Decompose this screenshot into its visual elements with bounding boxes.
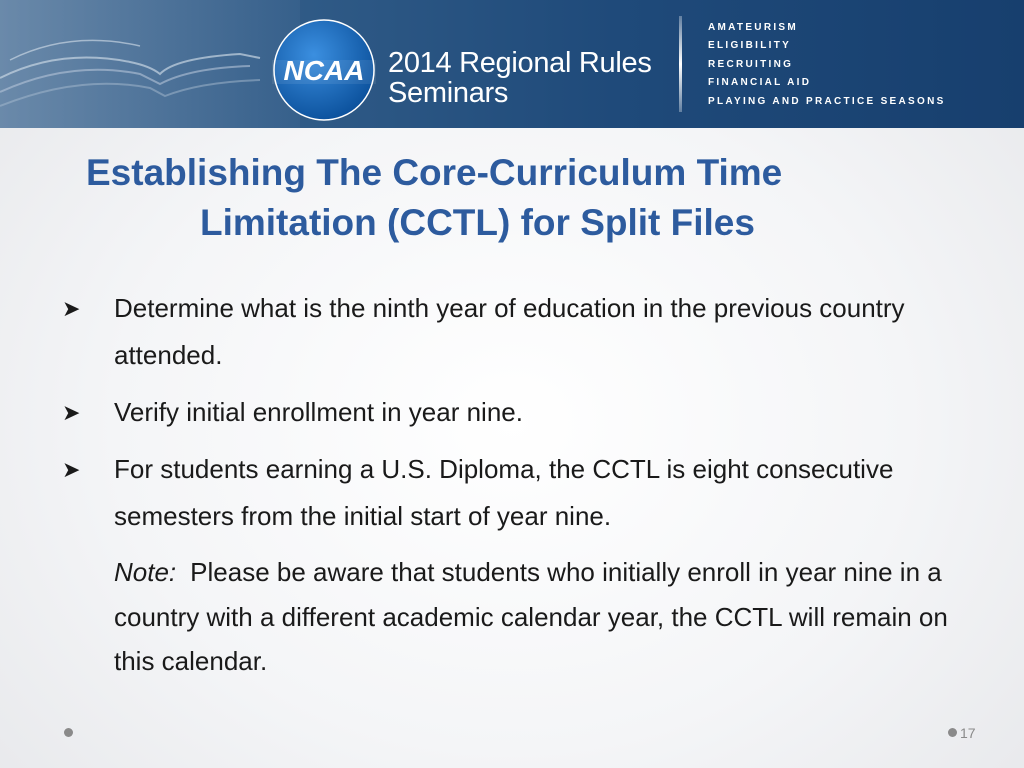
- slide-title-line2: Limitation (CCTL) for Split Files: [200, 202, 755, 243]
- note-text: Please be aware that students who initially enroll in year nine in a country with a different academic calendar year, the CCTL will remain on this calendar.: [114, 557, 948, 676]
- note-label: Note:: [114, 557, 177, 587]
- arrow-bullet-icon: ➤: [62, 296, 81, 321]
- seminar-title-line1: 2014 Regional Rules: [388, 47, 652, 79]
- footer-dot-right: [948, 728, 957, 737]
- bullet-item: [60, 389, 980, 436]
- header-banner: [0, 0, 1024, 128]
- bullet-item: [60, 446, 980, 540]
- bullet-text: For students earning a U.S. Diploma, the CCTL is eight consecutive semesters from the initial start of year nine.: [114, 454, 894, 531]
- open-book-image: [0, 0, 300, 128]
- ncaa-logo: [272, 18, 376, 122]
- topic-item: ELIGIBILITY: [708, 40, 792, 52]
- topic-list: [708, 19, 946, 111]
- arrow-bullet-icon: ➤: [62, 457, 81, 482]
- slide-title-line1: Establishing The Core-Curriculum Time: [86, 152, 783, 193]
- topic-item: AMATEURISM: [708, 22, 799, 33]
- ncaa-logo-text: NCAA: [283, 55, 365, 86]
- banner-divider: [679, 16, 682, 112]
- seminar-title: [388, 48, 652, 108]
- page-number: 17: [960, 725, 976, 741]
- bullet-text: Determine what is the ninth year of education in the previous country attended.: [114, 293, 905, 370]
- bullet-item: [60, 285, 980, 379]
- topic-item: PLAYING AND PRACTICE SEASONS: [708, 95, 946, 107]
- topic-item: RECRUITING: [708, 58, 794, 70]
- slide-title: [86, 148, 986, 248]
- footer-dot-left: [64, 728, 73, 737]
- arrow-bullet-icon: ➤: [62, 400, 81, 425]
- bullet-text: Verify initial enrollment in year nine.: [114, 397, 523, 427]
- note-paragraph: [60, 550, 980, 684]
- topic-item: FINANCIAL AID: [708, 77, 812, 89]
- seminar-title-line2: Seminars: [388, 77, 509, 109]
- slide-body: [60, 285, 980, 684]
